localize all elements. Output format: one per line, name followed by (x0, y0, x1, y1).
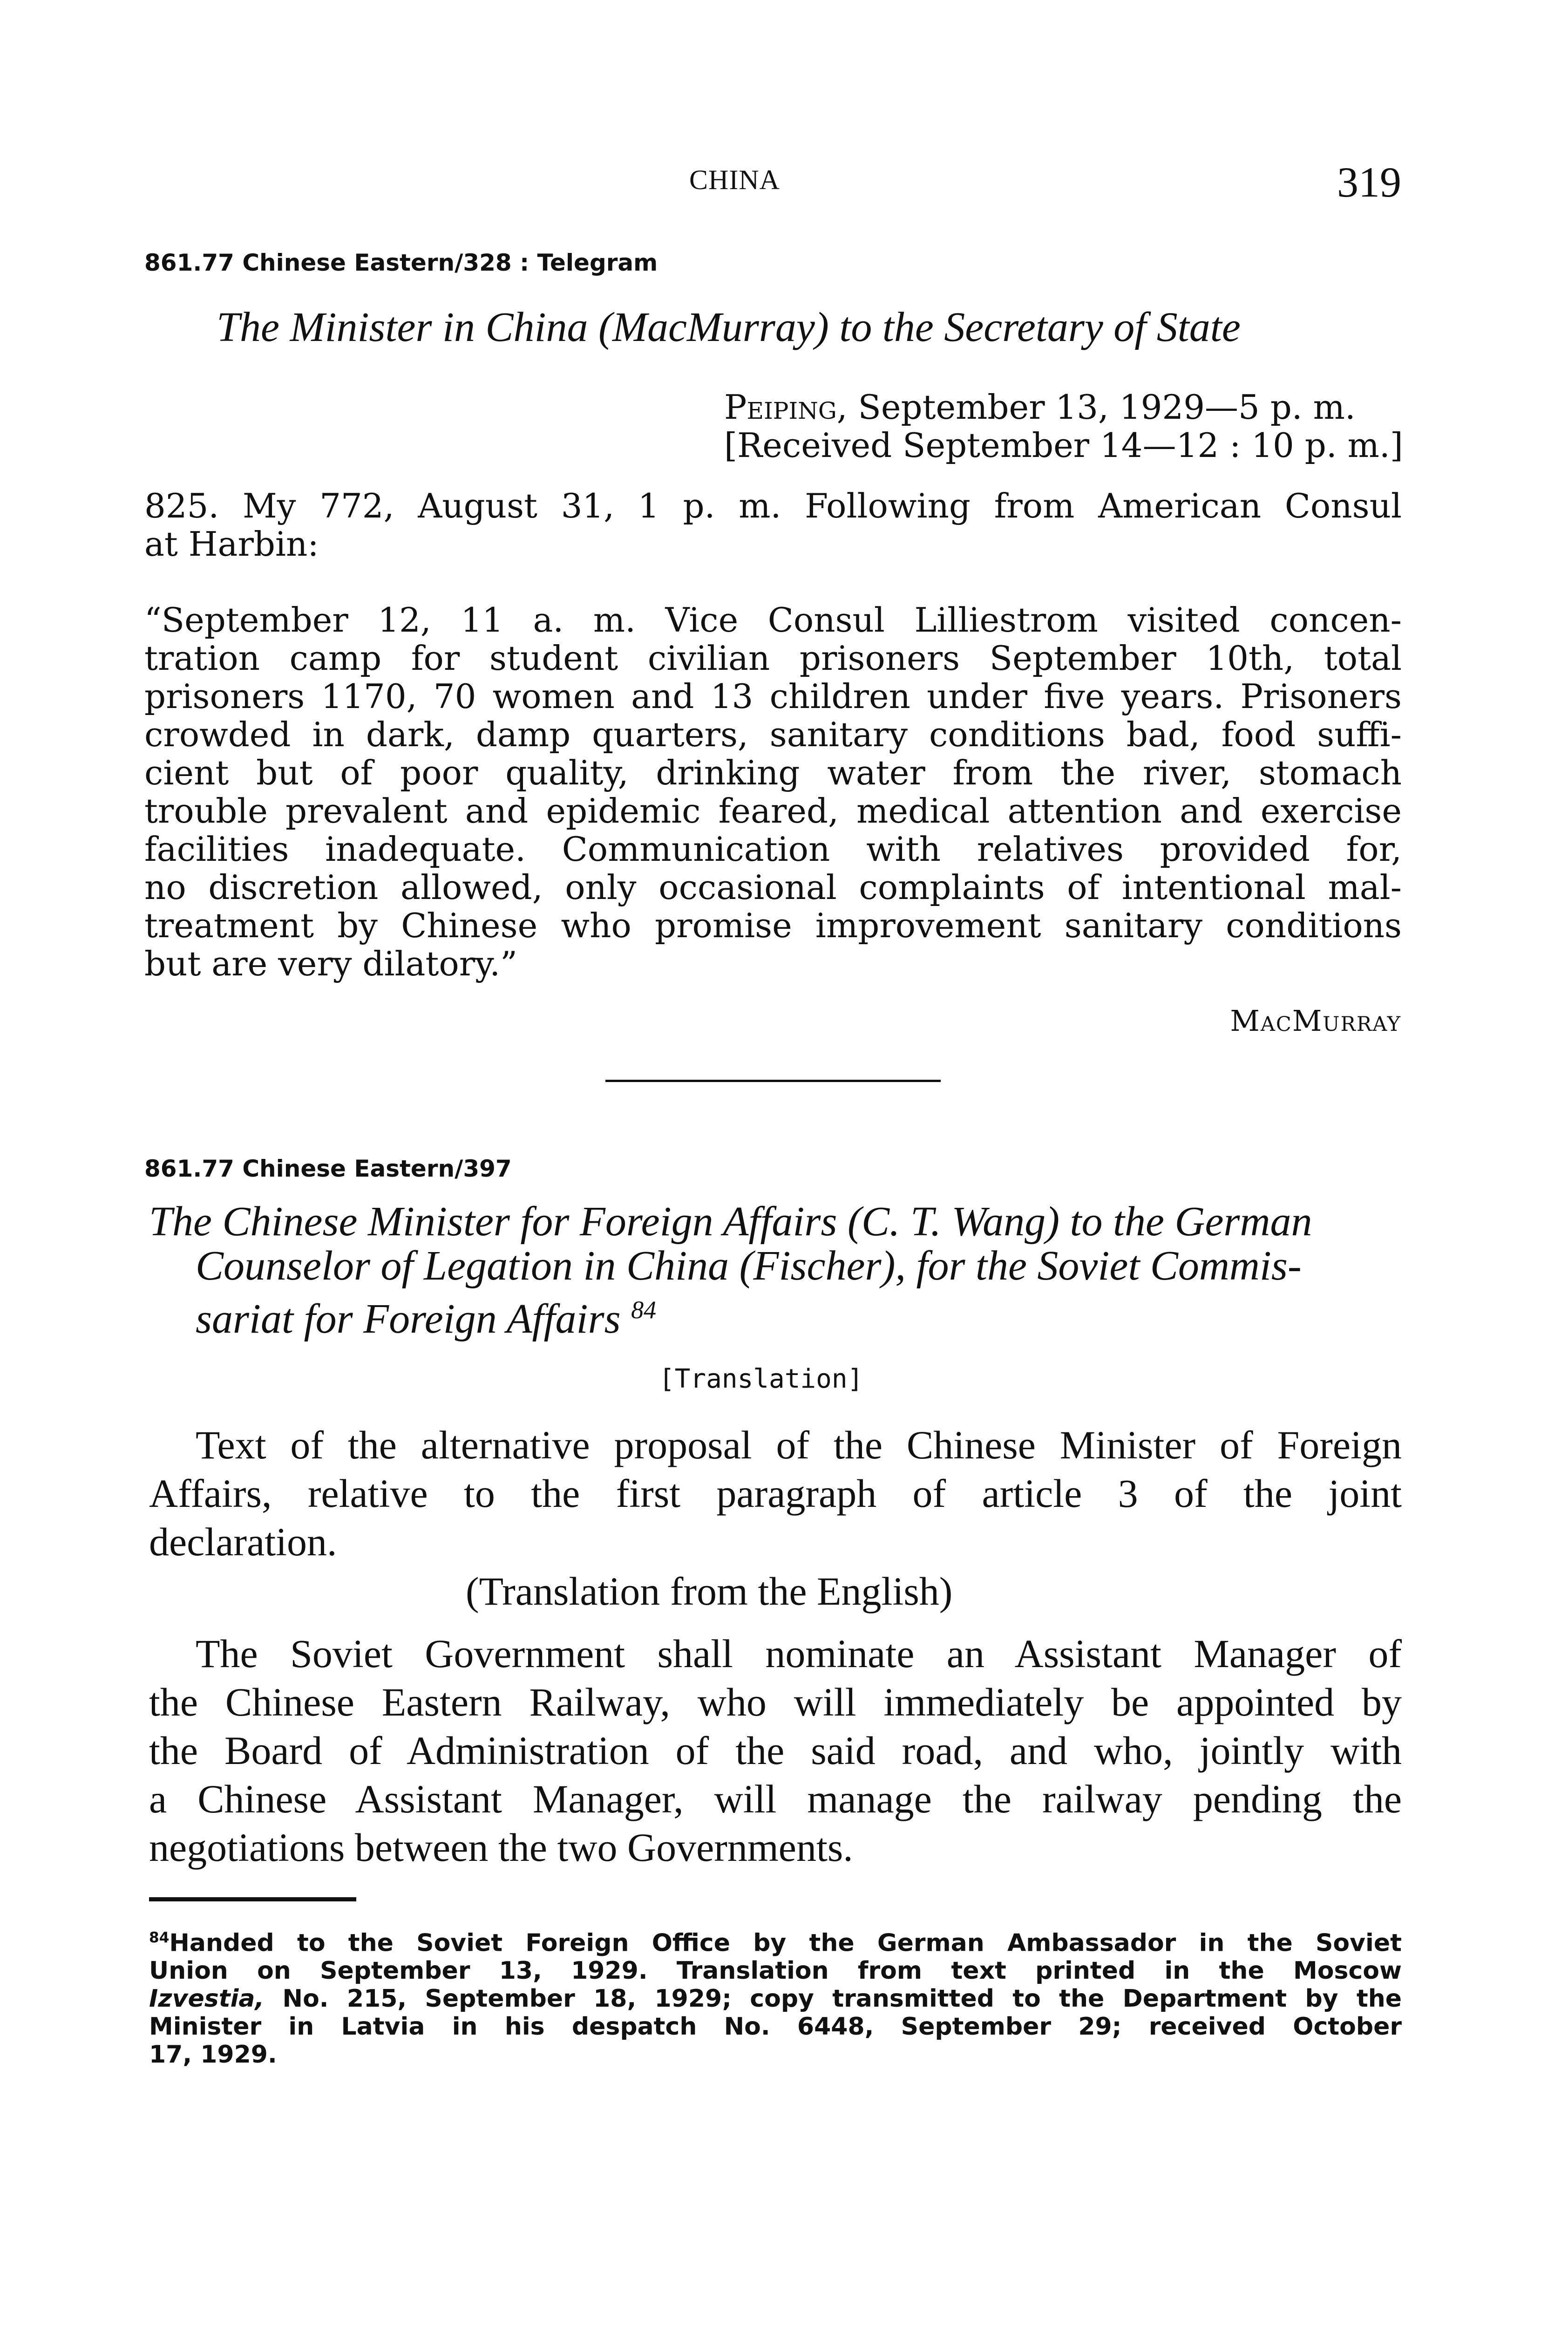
doc1-place: Peiping (724, 388, 837, 427)
quote-line-6: trouble prevalent and epidemic feared, medical attention and exercise (144, 791, 1402, 831)
running-head: CHINA (689, 164, 780, 195)
doc2-paragraph-1 (196, 1421, 1402, 1469)
izvestia-title: Izvestia, (149, 1985, 265, 2013)
page-number: 319 (1337, 158, 1401, 206)
doc1-file-reference: 861.77 Chinese Eastern/328 : Telegram (144, 249, 658, 276)
footnote-line-1 (149, 1924, 1402, 1957)
footnote-reference-84: 84 (631, 1296, 657, 1324)
quote-line-2: tration camp for student civilian prisoners September 10th, total (144, 639, 1402, 678)
doc2-paragraph-2 (196, 1629, 1402, 1678)
doc2-para2-line-1: The Soviet Government shall nominate an Assistant Manager of (196, 1631, 1402, 1676)
quote-line-8: no discretion allowed, only occasional complaints of intentional mal- (144, 868, 1402, 907)
doc1-paragraph-1 (144, 487, 1402, 563)
quote-line-4: crowded in dark, damp quarters, sanitary conditions bad, food suffi- (144, 715, 1402, 754)
footnote-84 (149, 1924, 1402, 2069)
doc1-signature: MacMurray (1230, 1004, 1401, 1038)
doc2-para1-line-2: Affairs, relative to the first paragraph of article 3 of the joint (149, 1471, 1402, 1516)
footnote-line-3 (149, 1985, 1402, 2013)
quote-line-3: prisoners 1170, 70 women and 13 children under five years. Prisoners (144, 677, 1402, 716)
footnote-line-4: Minister in Latvia in his despatch No. 6448, September 29; received October (149, 2013, 1402, 2041)
footnote-marker: 84 (149, 1929, 170, 1946)
doc2-paragraph-2-cont (149, 1678, 1402, 1872)
doc2-para1-line-1: Text of the alternative proposal of the Chinese Minister of Foreign (196, 1423, 1402, 1467)
doc2-title-line-3-text: sariat for Foreign Affairs (196, 1296, 621, 1342)
quote-line-9: treatment by Chinese who promise improvement sanitary conditions (144, 906, 1402, 945)
quote-line-10: but are very dilatory.” (144, 944, 517, 983)
doc2-para1-line-3: declaration. (149, 1519, 337, 1564)
section-divider (605, 1080, 941, 1082)
doc1-para1-line-2: at Harbin: (144, 524, 319, 564)
doc1-title: The Minister in China (MacMurray) to the Secretary of State (217, 304, 1241, 350)
quote-line-5: cient but of poor quality, drinking water from the river, stomach (144, 753, 1402, 792)
doc2-para2-line-3: the Board of Administration of the said road, and who, jointly with (149, 1728, 1402, 1773)
doc2-para2-line-2: the Chinese Eastern Railway, who will immediately be appointed by (149, 1680, 1402, 1724)
doc2-para2-line-5: negotiations between the two Governments. (149, 1825, 853, 1870)
doc2-paragraph-1-cont (149, 1469, 1402, 1566)
footnote-rule (149, 1897, 356, 1901)
doc2-file-reference: 861.77 Chinese Eastern/397 (144, 1155, 512, 1182)
doc2-para2-line-4: a Chinese Assistant Manager, will manage the railway pending the (149, 1777, 1402, 1821)
footnote-line-2: Union on September 13, 1929. Translation from text printed in the Moscow (149, 1957, 1402, 1985)
doc2-title-line-1: The Chinese Minister for Foreign Affairs (C. T. Wang) to the German (149, 1199, 1312, 1245)
footnote-line-3-text: No. 215, September 18, 1929; copy transmitted to the Department by the (264, 1985, 1402, 2013)
translation-label: [Translation] (659, 1364, 863, 1394)
doc1-dateline (724, 388, 1356, 426)
doc1-consul-quote (144, 601, 1402, 983)
doc1-received: [Received September 14—12 : 10 p. m.] (724, 426, 1403, 465)
doc2-title-line-2: Counselor of Legation in China (Fischer), for the Soviet Commis- (196, 1243, 1302, 1289)
quote-line-1: “September 12, 11 a. m. Vice Consul Lilliestrom visited concen- (144, 600, 1402, 640)
footnote-line-1-text: Handed to the Soviet Foreign Office by the German Ambassador in the Soviet (169, 1929, 1402, 1957)
quote-line-7: facilities inadequate. Communication with relatives provided for, (144, 830, 1402, 869)
doc2-title-line-3 (196, 1288, 656, 1341)
doc1-para1-line-1: 825. My 772, August 31, 1 p. m. Following from American Consul (144, 486, 1402, 525)
doc1-date: , September 13, 1929—5 p. m. (836, 388, 1356, 427)
doc2-subheading: (Translation from the English) (466, 1569, 953, 1614)
footnote-line-5: 17, 1929. (149, 2041, 277, 2069)
